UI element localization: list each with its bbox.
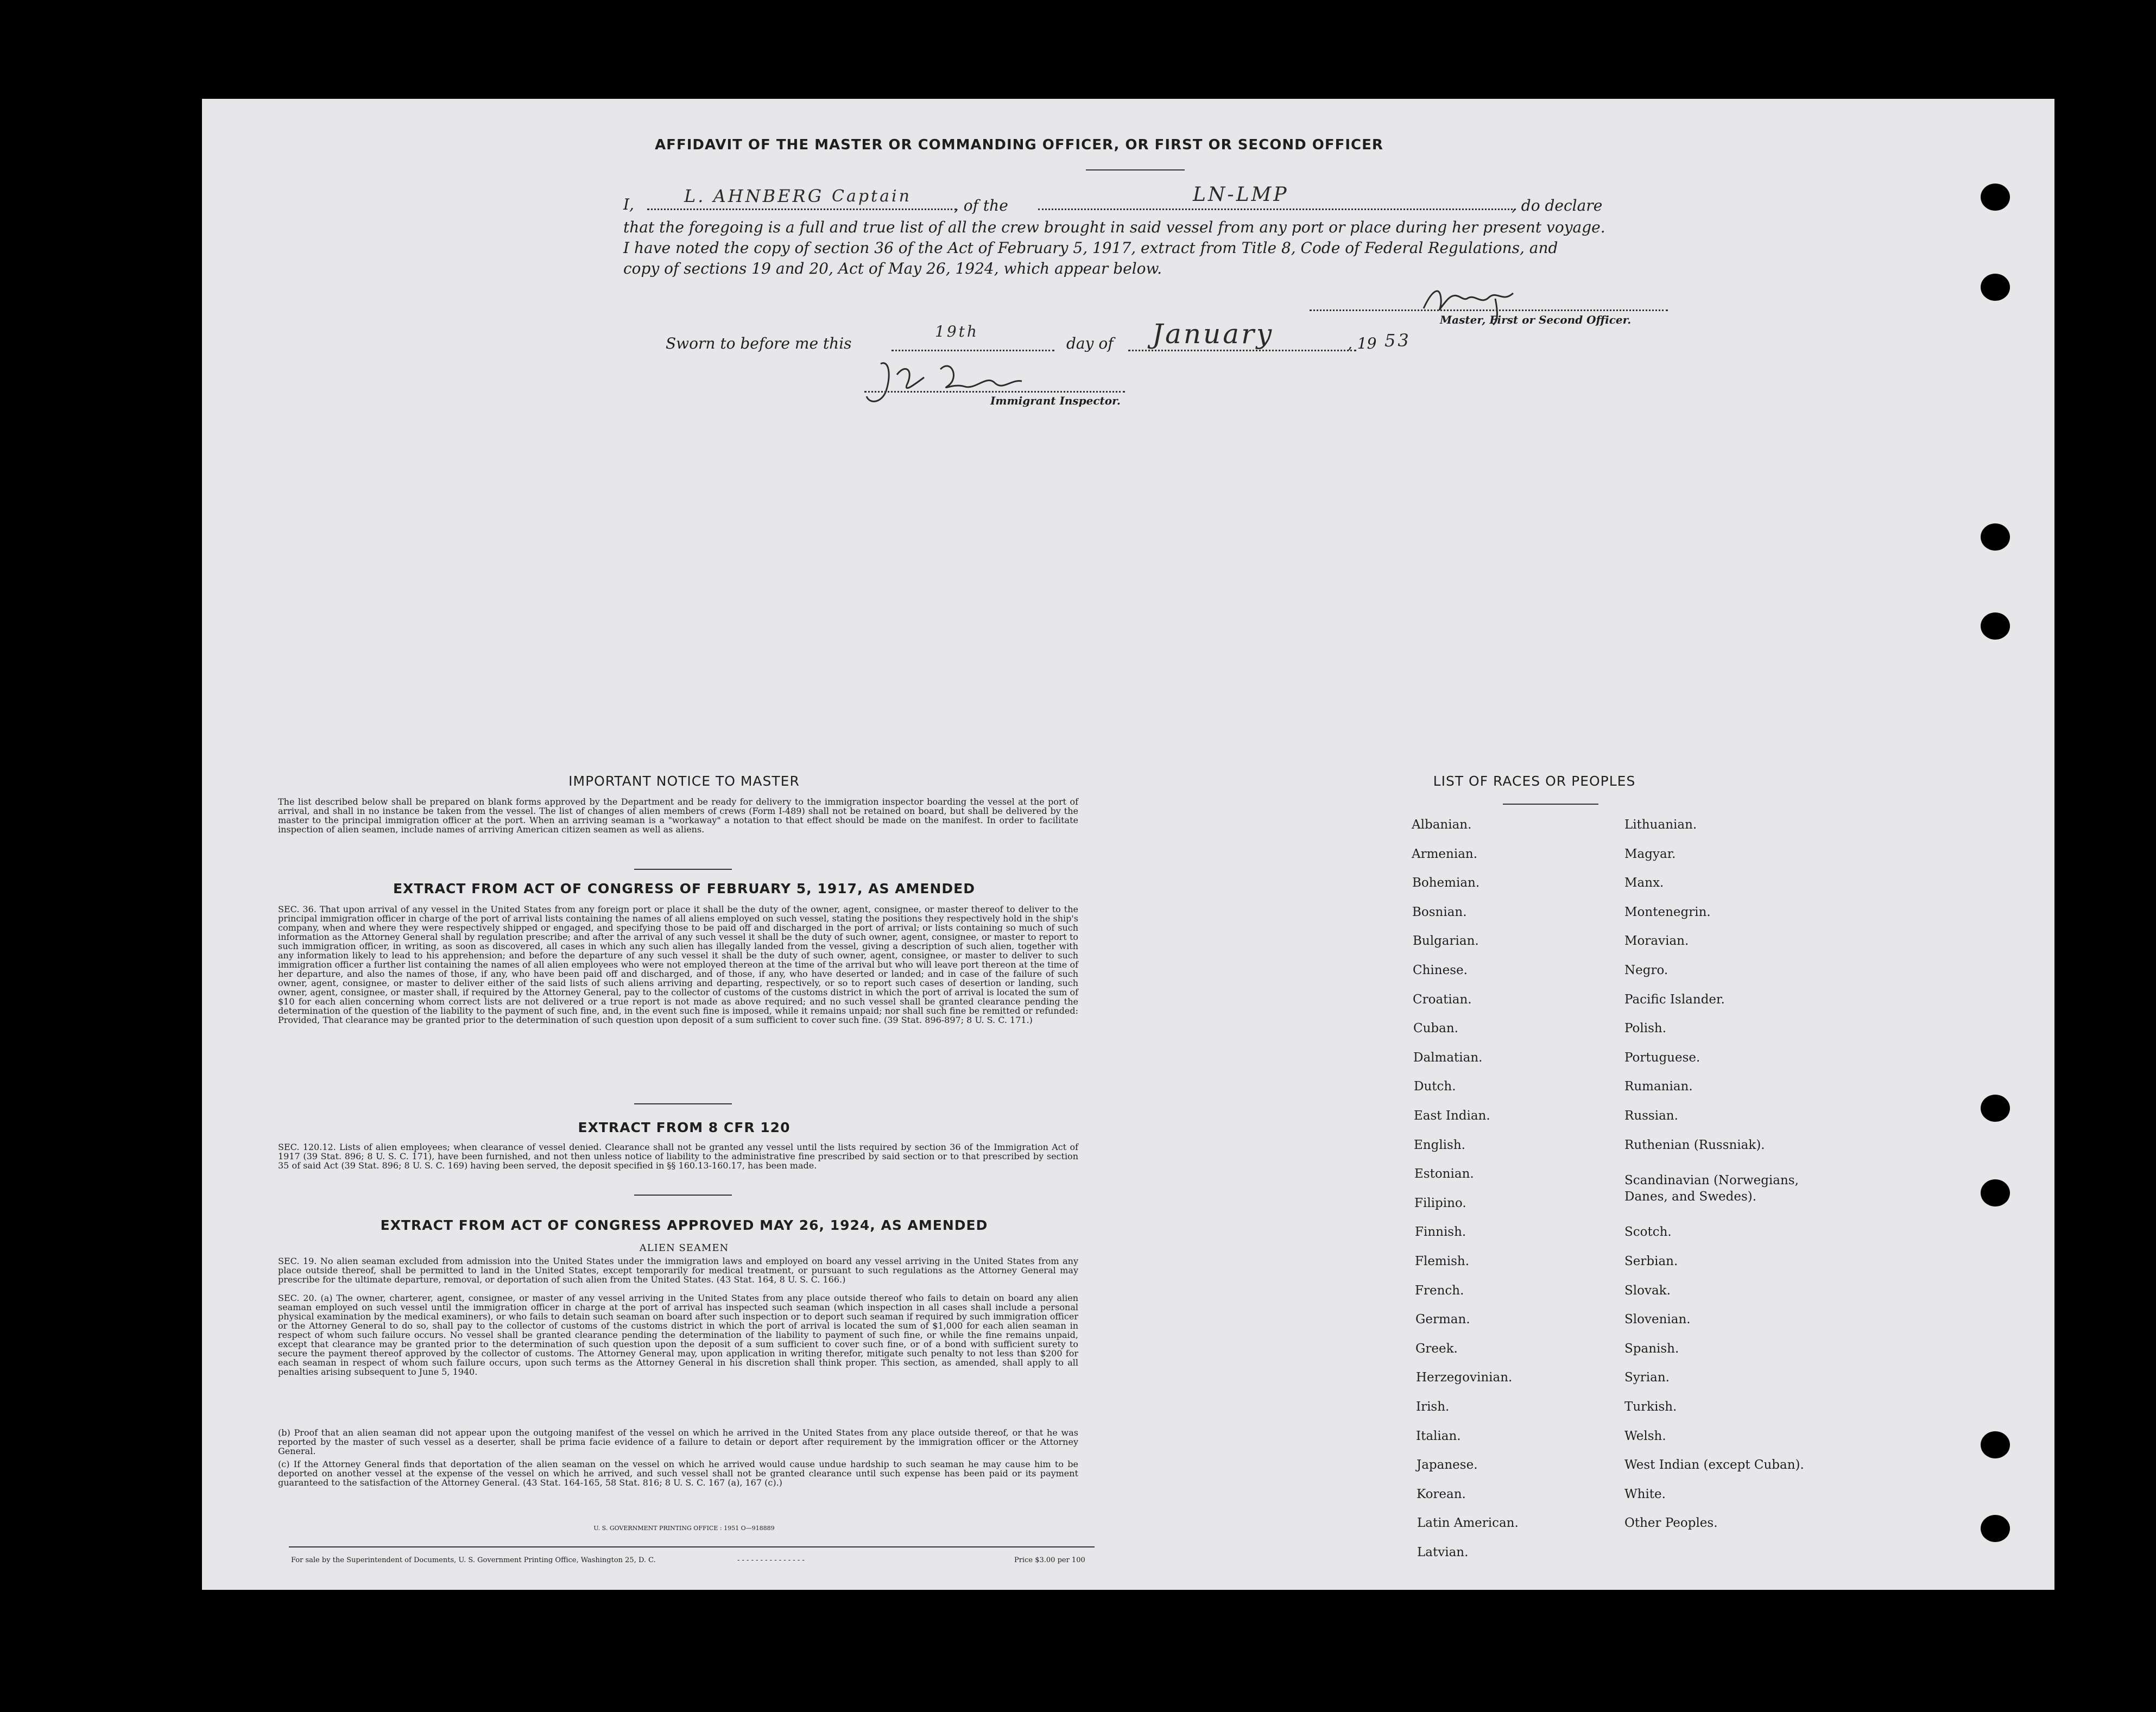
day-field-line: [892, 350, 1054, 351]
peoples-item: Dalmatian.: [1413, 1051, 1483, 1065]
extract-cfr-text: SEC. 120.12. Lists of alien employees; when clearance of vessel denied. Clearance shall not be granted any vessel until the lists required by section 36 of the Immigration Act of 1917 (39 Stat. 896; 8 U. S. C. 171), have been furnished, and not then unless notice of liability to the administrative fine prescribed by said section or to that prescribed by section 35 of said Act (39 Stat. 896; 8 U. S. C. 169) having been served, the deposit specified in §§ 160.13-160.17, has been made.: [278, 1142, 1078, 1171]
name-field-line: [647, 209, 957, 210]
punch-hole: [1981, 612, 2010, 640]
peoples-item: Estonian.: [1414, 1167, 1474, 1181]
rank-handwritten: Captain: [832, 187, 912, 206]
inspector-signature-line: [864, 391, 1125, 393]
peoples-item: Herzegovinian.: [1416, 1370, 1513, 1385]
form-page: [202, 99, 2054, 1590]
peoples-item: Serbian.: [1624, 1254, 1678, 1268]
peoples-item: West Indian (except Cuban).: [1624, 1458, 1804, 1472]
master-signature-line: [1310, 309, 1668, 311]
punch-hole: [1981, 274, 2010, 301]
peoples-item: Lithuanian.: [1624, 818, 1697, 832]
peoples-item: Montenegrin.: [1624, 905, 1711, 919]
peoples-item: Finnish.: [1415, 1225, 1466, 1239]
peoples-item: Flemish.: [1415, 1254, 1470, 1268]
peoples-item: Japanese.: [1417, 1458, 1478, 1472]
peoples-item: Greek.: [1415, 1342, 1458, 1356]
peoples-item: Danes, and Swedes).: [1624, 1190, 1757, 1204]
peoples-item: Irish.: [1416, 1400, 1450, 1414]
master-caption: Master, First or Second Officer.: [1440, 313, 1632, 326]
peoples-item: Slovenian.: [1624, 1312, 1691, 1326]
extract-1924-title: EXTRACT FROM ACT OF CONGRESS APPROVED MAY 26, 1924, AS AMENDED: [380, 1217, 988, 1233]
peoples-item: Latin American.: [1417, 1516, 1519, 1530]
extract-1917-text: SEC. 36. That upon arrival of any vessel in the United States from any foreign port or place it shall be the duty of the owner, agent, consignee, or master thereof to deliver to the principal immigration officer in charge of the port of arrival lists containing the names of all aliens employed on such vessel, stating the positions they respectively hold in the ship's company, when and where they were respectively shipped or engaged, and specifying those to be paid off and discharged in the port of arrival; or lists containing so much of such information as the Attorney General shall by regulation prescribe; and after the arrival of any such vessel it shall be the duty of such owner, agent, consignee, or master to report to such immigration officer, in writing, as soon as discovered, all cases in which any such alien has illegally landed from the vessel, giving a description of such alien, together with any information likely to lead to his apprehension; and before the departure of any such vessel it shall be the duty of such owner, agent, consignee, or master to deliver to such immigration officer a further list containing the names of all alien employees who were not employed thereon at the time of the arrival but who will leave port thereon at the time of her departure, and also the names of those, if any, who have been paid off and discharged, and of those, if any, who have deserted or landed; and in case of the failure of such owner, agent, consignee, or master to deliver either of the said lists of such aliens arriving and departing, respectively, or so to report such cases of desertion or landing, such owner, agent, consignee, or master shall, if required by the Attorney General, pay to the collector of customs of the customs district in which the port of arrival is located the sum of $10 for each alien concerning whom correct lists are not delivered or a true report is not made as above required; and no such vessel shall be granted clearance pending the determination of the question of the liability to the payment of such fine, and, in the event such fine is imposed, while it remains unpaid; nor shall such fine be remitted or refunded: Provided, That clearance may be granted prior to the determination of such question upon deposit of a sum sufficient to cover such fine. (39 Stat. 896-897; 8 U. S. C. 171.): [278, 904, 1078, 1025]
punch-hole: [1981, 1515, 2010, 1542]
punch-hole: [1981, 1179, 2010, 1206]
affidavit-do-declare: , do declare: [1512, 197, 1603, 214]
title-divider: [1086, 169, 1185, 170]
peoples-item: Scandinavian (Norwegians,: [1624, 1173, 1799, 1187]
peoples-item: Filipino.: [1414, 1196, 1466, 1210]
inspector-caption: Immigrant Inspector.: [990, 394, 1121, 407]
month-field-line: [1128, 350, 1356, 351]
peoples-item: Cuban.: [1413, 1021, 1458, 1035]
punch-hole: [1981, 184, 2010, 211]
extract-1924-sec20c: (c) If the Attorney General finds that deportation of the alien seaman on the vessel on which he arrived would cause undue hardship to such seaman he may cause him to be deported on another vessel at the expense of the vessel on which he arrived, and such vessel shall not be granted clearance until such expense has been paid or its payment guaranteed to the satisfaction of the Attorney General. (43 Stat. 164-165, 58 Stat. 816; 8 U. S. C. 167 (a), 167 (c).): [278, 1459, 1078, 1488]
peoples-item: Manx.: [1624, 876, 1664, 890]
peoples-item: English.: [1414, 1138, 1465, 1152]
affidavit-body-line2: I have noted the copy of section 36 of the Act of February 5, 1917, extract from Title 8, Code of Federal Regulations, and: [623, 239, 1558, 257]
year-handwritten: 53: [1384, 330, 1411, 351]
month-handwritten: January: [1152, 318, 1274, 350]
peoples-divider: [1503, 804, 1598, 805]
gpo-imprint: U. S. GOVERNMENT PRINTING OFFICE : 1951 O—918889: [593, 1525, 775, 1532]
peoples-item: Croatian.: [1413, 993, 1472, 1007]
peoples-item: Welsh.: [1624, 1429, 1666, 1443]
peoples-item: Portuguese.: [1624, 1051, 1700, 1065]
footer-price: Price $3.00 per 100: [1014, 1556, 1085, 1564]
peoples-item: Polish.: [1624, 1021, 1667, 1035]
affidavit-title: AFFIDAVIT OF THE MASTER OR COMMANDING OFFICER, OR FIRST OR SECOND OFFICER: [655, 137, 1383, 153]
extract-cfr-divider: [634, 1195, 732, 1196]
affidavit-body-line3: copy of sections 19 and 20, Act of May 26, 1924, which appear below.: [623, 260, 1162, 277]
peoples-item: Korean.: [1417, 1487, 1466, 1501]
extract-1924-sec19: SEC. 19. No alien seaman excluded from admission into the United States under the immigration laws and employed on board any vessel arriving in the United States from any place outside thereof, shall be permitted to land in the United States, except temporarily for medical treatment, or pursuant to such regulations as the Attorney General may prescribe for the ultimate departure, removal, or deportation of such alien from the United States. (43 Stat. 164, 8 U. S. C. 166.): [278, 1256, 1078, 1285]
punch-hole: [1981, 1431, 2010, 1458]
extract-1924-sec20b: (b) Proof that an alien seaman did not appear upon the outgoing manifest of the vessel on which he arrived in the United States from any place outside thereof, or that he was reported by the master of such vessel as a deserter, shall be prima facie evidence of a failure to detain or deport after requirement by the immigration officer or the Attorney General.: [278, 1427, 1078, 1456]
peoples-item: Spanish.: [1624, 1342, 1679, 1356]
peoples-item: Chinese.: [1413, 963, 1468, 977]
vessel-field-line: [1038, 209, 1516, 210]
peoples-item: Bosnian.: [1412, 905, 1467, 919]
affidavit-i-prefix: I,: [623, 195, 634, 213]
extract-1924-subtitle: ALIEN SEAMEN: [639, 1242, 729, 1254]
peoples-item: Magyar.: [1624, 847, 1676, 861]
peoples-item: French.: [1415, 1284, 1464, 1298]
extract-cfr-title: EXTRACT FROM 8 CFR 120: [578, 1120, 791, 1135]
peoples-item: Italian.: [1416, 1429, 1461, 1443]
peoples-item: Negro.: [1624, 963, 1668, 977]
notice-text: The list described below shall be prepared on blank forms approved by the Department and be ready for delivery to the immigration inspector boarding the vessel at the port of arrival, and shall in no instance be taken from the vessel. The list of changes of alien members of crews (Form I-489) shall not be retained on board, but shall be delivered by the master to the principal immigration officer at the port. When an arriving seaman is a "workaway" a notation to that effect should be made on the manifest. In order to facilitate inspection of alien seamen, include names of arriving American citizen seamen as well as aliens.: [278, 797, 1078, 835]
peoples-item: Dutch.: [1414, 1079, 1456, 1094]
affidavit-body-line1: that the foregoing is a full and true list of all the crew brought in said vessel from any port or place during her present voyage.: [623, 218, 1605, 236]
footer-sale-text: For sale by the Superintendent of Documents, U. S. Government Printing Office, Washington 25, D. C.: [291, 1556, 656, 1564]
peoples-item: Moravian.: [1624, 934, 1689, 948]
vessel-handwritten: LN-LMP: [1193, 184, 1289, 206]
peoples-item: Pacific Islander.: [1624, 993, 1725, 1007]
peoples-item: Turkish.: [1624, 1400, 1677, 1414]
peoples-item: Other Peoples.: [1624, 1516, 1718, 1530]
peoples-item: Scotch.: [1624, 1225, 1672, 1239]
peoples-item: Syrian.: [1624, 1370, 1670, 1385]
peoples-item: Latvian.: [1417, 1545, 1469, 1559]
peoples-item: Ruthenian (Russniak).: [1624, 1138, 1765, 1152]
peoples-item: Russian.: [1624, 1109, 1678, 1123]
punch-hole: [1981, 523, 2010, 551]
peoples-item: Slovak.: [1624, 1284, 1671, 1298]
sworn-text: Sworn to before me this: [666, 334, 852, 352]
peoples-item: East Indian.: [1414, 1109, 1490, 1123]
year-prefix: , 19: [1348, 334, 1377, 352]
peoples-item: Bulgarian.: [1413, 934, 1479, 948]
peoples-title: LIST OF RACES OR PEOPLES: [1433, 773, 1636, 789]
day-of-text: day of: [1066, 334, 1114, 352]
peoples-item: White.: [1624, 1487, 1666, 1501]
peoples-item: Bohemian.: [1412, 876, 1480, 890]
footer-rule: [289, 1546, 1095, 1547]
peoples-item: German.: [1415, 1312, 1470, 1326]
master-name-handwritten: L. AHNBERG: [684, 186, 824, 206]
affidavit-of-the: , of the: [954, 197, 1008, 214]
extract-1917-title: EXTRACT FROM ACT OF CONGRESS OF FEBRUARY 5, 1917, AS AMENDED: [393, 881, 976, 896]
peoples-item: Rumanian.: [1624, 1079, 1693, 1094]
day-handwritten: 19th: [935, 323, 979, 340]
notice-title: IMPORTANT NOTICE TO MASTER: [568, 773, 800, 789]
peoples-item: Armenian.: [1412, 847, 1478, 861]
notice-divider: [634, 869, 732, 870]
punch-hole: [1981, 1095, 2010, 1122]
peoples-item: Albanian.: [1412, 818, 1472, 832]
footer-dashes: - - - - - - - - - - - - - - -: [737, 1556, 805, 1564]
extract-1924-sec20a: SEC. 20. (a) The owner, charterer, agent, consignee, or master of any vessel arriving in the United States from any place outside thereof who fails to detain on board any alien seaman employed on such vessel until the immigration officer in charge at the port of arrival has inspected such seaman (which inspection in all cases shall include a personal physical examination by the medical examiners), or who fails to detain such seaman on board after such inspection or to deport such seaman if required by such immigration officer or the Attorney General to do so, shall pay to the collector of customs of the customs district in which the port of arrival is located the sum of $1,000 for each alien seaman in respect of whom such failure occurs. No vessel shall be granted clearance pending the determination of the liability to payment of such fine, or while the fine remains unpaid, except that clearance may be granted prior to the determination of such question upon the deposit of a sum sufficient to cover such fine, or of a bond with sufficient surety to secure the payment thereof approved by the collector of customs. The Attorney General may, upon application in writing therefor, mitigate such penalty to not less than $200 for each seaman in respect of whom such failure occurs, upon such terms as the Attorney General in his discretion shall think proper. This section, as amended, shall apply to all penalties arising subsequent to June 5, 1940.: [278, 1293, 1078, 1377]
extract-1917-divider: [634, 1103, 732, 1104]
